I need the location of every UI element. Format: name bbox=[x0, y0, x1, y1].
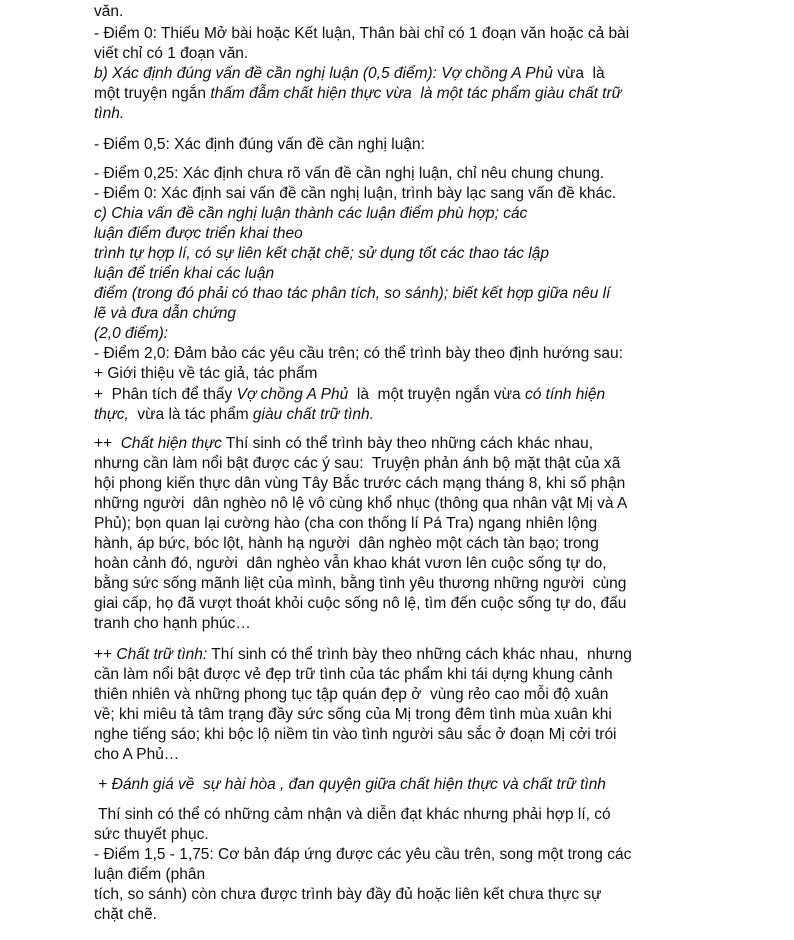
text-line bbox=[94, 324, 168, 344]
text-line bbox=[94, 344, 623, 364]
text-line bbox=[94, 164, 604, 184]
italic-run: thực, bbox=[94, 406, 129, 423]
text-run: chặt chẽ. bbox=[94, 906, 157, 923]
italic-run: Chất trữ tình: bbox=[116, 646, 208, 663]
text-run: tranh cho hạnh phúc… bbox=[94, 615, 251, 632]
text-line bbox=[94, 805, 611, 825]
italic-run: Chất hiện thực bbox=[120, 435, 222, 452]
text-run: Thí sinh có thể trình bày theo những cách khác nhau, bbox=[221, 435, 594, 452]
text-run: giai cấp, họ đã vượt thoát khỏi cuộc sống nô lệ, tìm đến cuộc sống tự do, đấu bbox=[94, 595, 627, 612]
text-line bbox=[94, 685, 608, 705]
text-run: - Điểm 0: Thiếu Mở bài hoặc Kết luận, Thân bài chỉ có 1 đoạn văn hoặc cả bài bbox=[94, 25, 630, 42]
text-line bbox=[94, 725, 617, 745]
text-run: tích, so sánh) còn chưa được trình bày đầy đủ hoặc liên kết chưa thực sự bbox=[94, 886, 602, 903]
text-run: cần làm nổi bật được vẻ đẹp trữ tình của tác phẩm khi tái dựng khung cảnh bbox=[94, 666, 613, 683]
text-run: về; khi miêu tả tâm trạng đầy sức sống của Mị trong đêm tình mùa xuân khi bbox=[94, 706, 612, 723]
text-line bbox=[94, 84, 621, 104]
text-run: - Điểm 1,5 - 1,75: Cơ bản đáp ứng được các yêu cầu trên, song một trong các bbox=[94, 846, 632, 863]
text-run: bằng sức sống mãnh liệt của mình, bằng tình yêu thương những người cùng bbox=[94, 575, 627, 592]
text-line bbox=[94, 64, 605, 84]
text-run: + bbox=[94, 776, 112, 793]
text-run: vừa là bbox=[552, 65, 605, 82]
text-run: thiên nhiên và những phong tục tập quán đẹp ở vùng rẻo cao mỗi độ xuân bbox=[94, 686, 609, 703]
text-line bbox=[94, 534, 599, 554]
text-run: sức thuyết phục. bbox=[94, 826, 209, 843]
text-line bbox=[94, 434, 593, 454]
text-run: - Điểm 0,5: Xác định đúng vấn đề cần nghị luận: bbox=[94, 136, 425, 153]
text-line bbox=[94, 364, 317, 384]
text-line bbox=[94, 244, 549, 264]
text-line bbox=[94, 614, 251, 634]
text-line bbox=[94, 454, 620, 474]
text-line bbox=[94, 514, 597, 534]
text-run: - Điểm 2,0: Đảm bảo các yêu cầu trên; có thể trình bày theo định hướng sau: bbox=[94, 345, 623, 362]
italic-run: trình tự hợp lí, có sự liên kết chặt chẽ; sử dụng tốt các thao tác lập bbox=[94, 245, 549, 262]
text-run: nghe tiếng sáo; khi bộc lộ niềm tin vào tình người sâu sắc ở đoạn Mị cởi trói bbox=[94, 726, 617, 743]
text-run: ++ bbox=[94, 646, 117, 663]
text-line bbox=[94, 405, 374, 425]
text-run: Thí sinh có thể có những cảm nhận và diễn đạt khác nhưng phải hợp lí, có bbox=[94, 806, 611, 823]
text-line bbox=[94, 385, 605, 405]
text-line bbox=[94, 24, 629, 44]
text-line bbox=[94, 224, 303, 244]
italic-run: là một tác phẩm giàu chất trữ bbox=[416, 85, 622, 102]
text-line bbox=[94, 554, 607, 574]
text-run: nhưng cần làm nổi bật được các ý sau: Truyện phản ánh bộ mặt thật của xã bbox=[94, 455, 621, 472]
italic-run: luận điểm được triển khai theo bbox=[94, 225, 303, 242]
text-line bbox=[94, 594, 626, 614]
italic-run: luận để triển khai các luận bbox=[94, 265, 275, 282]
text-line bbox=[94, 885, 602, 905]
text-run: viết chỉ có 1 đoạn văn. bbox=[94, 45, 249, 62]
text-line bbox=[94, 104, 124, 124]
text-run: văn. bbox=[94, 3, 124, 20]
text-run: là một truyện ngắn vừa bbox=[348, 386, 525, 403]
text-run: + Phân tích để thấy bbox=[94, 386, 237, 403]
italic-run: Vợ chồng A Phủ bbox=[236, 386, 349, 403]
text-run: hành, áp bức, bóc lột, hành hạ người dân nghèo một cách tàn bạo; trong bbox=[94, 535, 599, 552]
text-line bbox=[94, 645, 632, 665]
text-line bbox=[94, 775, 606, 795]
text-run: Phủ); bọn quan lại cường hào (cha con thống lí Pá Tra) ngang nhiên lộng bbox=[94, 515, 598, 532]
text-line bbox=[94, 745, 179, 765]
text-run: cho A Phủ… bbox=[94, 746, 180, 763]
text-run: hoàn cảnh đó, người dân nghèo vẫn khao khát vươn lên cuộc sống tự do, bbox=[94, 555, 607, 572]
text-line bbox=[94, 705, 612, 725]
text-line bbox=[94, 304, 236, 324]
text-run: những người dân nghèo nô lệ vô cùng khổ nhục (thông qua nhân vật Mị và A bbox=[94, 495, 628, 512]
text-line bbox=[94, 44, 248, 64]
text-line bbox=[94, 2, 123, 22]
text-run: - Điểm 0,25: Xác định chưa rõ vấn đề cần nghị luận, chỉ nêu chung chung. bbox=[94, 165, 605, 182]
italic-run: có tính hiện bbox=[524, 386, 606, 403]
italic-run: (2,0 điểm): bbox=[94, 325, 169, 342]
italic-run: giàu chất trữ tình. bbox=[252, 406, 374, 423]
text-line bbox=[94, 825, 209, 845]
text-run: Thí sinh có thể trình bày theo những cách khác nhau, nhưng bbox=[207, 646, 632, 663]
text-line bbox=[94, 845, 631, 865]
italic-run: tình. bbox=[94, 105, 125, 122]
text-line bbox=[94, 474, 625, 494]
italic-run: Đánh giá về sự hài hòa , đan quyện giữa chất hiện thực và chất trữ tình bbox=[111, 776, 606, 793]
italic-run: lẽ và đưa dẫn chứng bbox=[94, 305, 237, 322]
text-line bbox=[94, 665, 613, 685]
text-line bbox=[94, 494, 627, 514]
text-line bbox=[94, 135, 425, 155]
text-run: hội phong kiến thực dân vùng Tây Bắc trước cách mạng tháng 8, khi số phận bbox=[94, 475, 626, 492]
text-line bbox=[94, 264, 274, 284]
text-line bbox=[94, 284, 610, 304]
text-run: một truyện ngắn bbox=[94, 85, 211, 102]
italic-run: b) Xác định đúng vấn đề cần nghị luận (0,5 điểm): Vợ chồng A Phủ bbox=[94, 65, 553, 82]
text-line bbox=[94, 184, 616, 204]
text-run: - Điểm 0: Xác định sai vấn đề cần nghị luận, trình bày lạc sang vấn đề khác. bbox=[94, 185, 617, 202]
text-run: vừa là tác phẩm bbox=[128, 406, 253, 423]
text-line bbox=[94, 905, 157, 925]
italic-run: điểm (trong đó phải có thao tác phân tích, so sánh); biết kết hợp giữa nêu lí bbox=[94, 285, 611, 302]
italic-run: thấm đẫm chất hiện thực vừa bbox=[210, 85, 417, 102]
italic-run: c) Chia vấn đề cần nghị luận thành các luận điểm phù hợp; các bbox=[94, 205, 528, 222]
text-line bbox=[94, 574, 626, 594]
text-run: luận điểm (phân bbox=[94, 866, 206, 883]
text-line bbox=[94, 865, 205, 885]
text-line bbox=[94, 204, 527, 224]
text-run: + Giới thiệu về tác giả, tác phẩm bbox=[94, 365, 318, 382]
text-run: ++ bbox=[94, 435, 121, 452]
